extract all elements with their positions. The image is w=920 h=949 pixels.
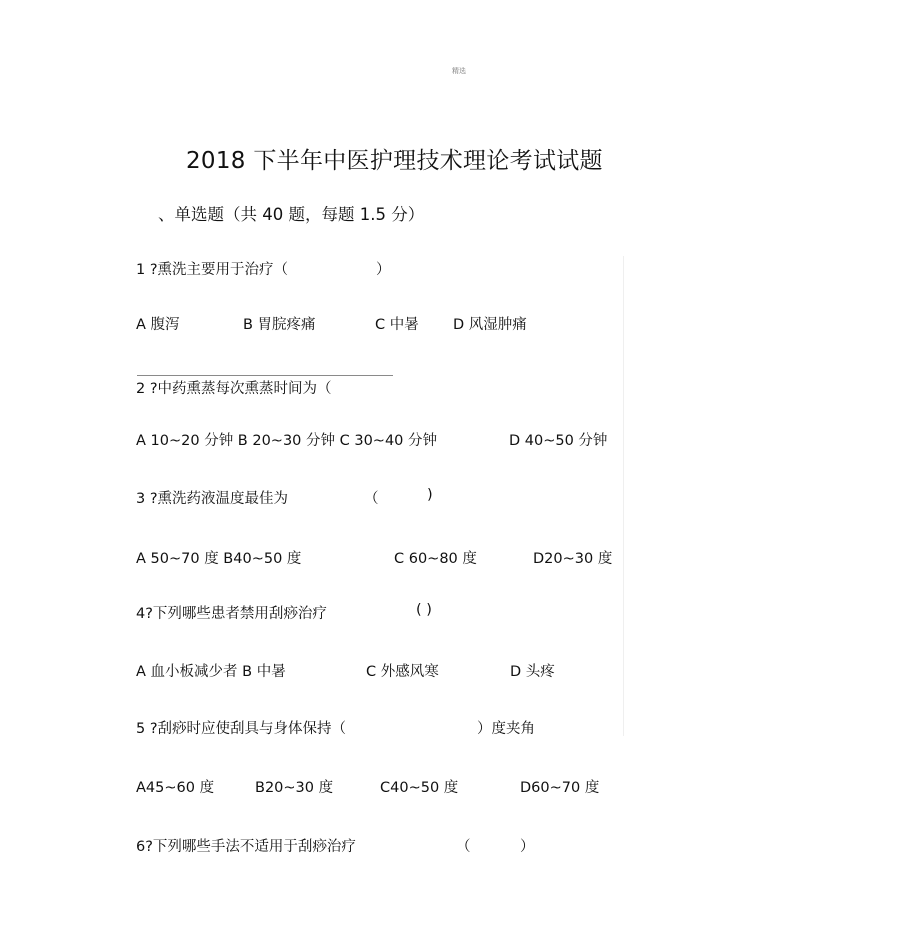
question-stem: 4?下列哪些患者禁用刮痧治疗 xyxy=(136,606,327,622)
option-d: D 头疼 xyxy=(510,664,555,680)
vertical-divider xyxy=(623,256,624,736)
option-c: C 中暑 xyxy=(375,317,419,333)
option-a: A 腹泻 xyxy=(136,317,180,333)
option-b: B 胃脘疼痛 xyxy=(243,317,316,333)
question-stem: 1 ?熏洗主要用于治疗（ xyxy=(136,262,289,278)
option-d: D60~70 度 xyxy=(520,780,600,796)
option-d: D 风湿肿痛 xyxy=(453,317,527,333)
answer-blank-close: ) xyxy=(427,487,433,503)
question-stem: 6?下列哪些手法不适用于刮痧治疗 xyxy=(136,839,356,855)
option-c: C 60~80 度 xyxy=(394,551,477,567)
answer-blank-open: （ xyxy=(456,839,471,855)
answer-blank-close: ）度夹角 xyxy=(477,721,535,737)
answer-blank-open: （ xyxy=(364,491,379,507)
question-stem: 5 ?刮痧时应使刮具与身体保持（ xyxy=(136,721,347,737)
horizontal-rule xyxy=(137,375,393,376)
options-a-b-c: A 10~20 分钟 B 20~30 分钟 C 30~40 分钟 xyxy=(136,433,438,449)
option-c: C40~50 度 xyxy=(380,780,459,796)
option-b: B20~30 度 xyxy=(255,780,334,796)
page-title: 2018 下半年中医护理技术理论考试试题 xyxy=(186,148,603,174)
answer-blank-close: ） xyxy=(520,839,535,855)
option-c: C 外感风寒 xyxy=(366,664,439,680)
question-stem: 3 ?熏洗药液温度最佳为 xyxy=(136,491,289,507)
options-a-b: A 血小板减少者 B 中暑 xyxy=(136,664,286,680)
options-a-b: A 50~70 度 B40~50 度 xyxy=(136,551,302,567)
option-d: D 40~50 分钟 xyxy=(509,433,608,449)
header-mark: 精选 xyxy=(452,67,466,75)
answer-blank-close: ） xyxy=(376,262,391,278)
answer-blank: ( ) xyxy=(416,602,432,618)
section-heading: 、单选题（共 40 题，每题 1.5 分） xyxy=(158,205,425,224)
option-a: A45~60 度 xyxy=(136,780,215,796)
question-stem: 2 ?中药熏蒸每次熏蒸时间为（ xyxy=(136,381,332,397)
option-d: D20~30 度 xyxy=(533,551,613,567)
